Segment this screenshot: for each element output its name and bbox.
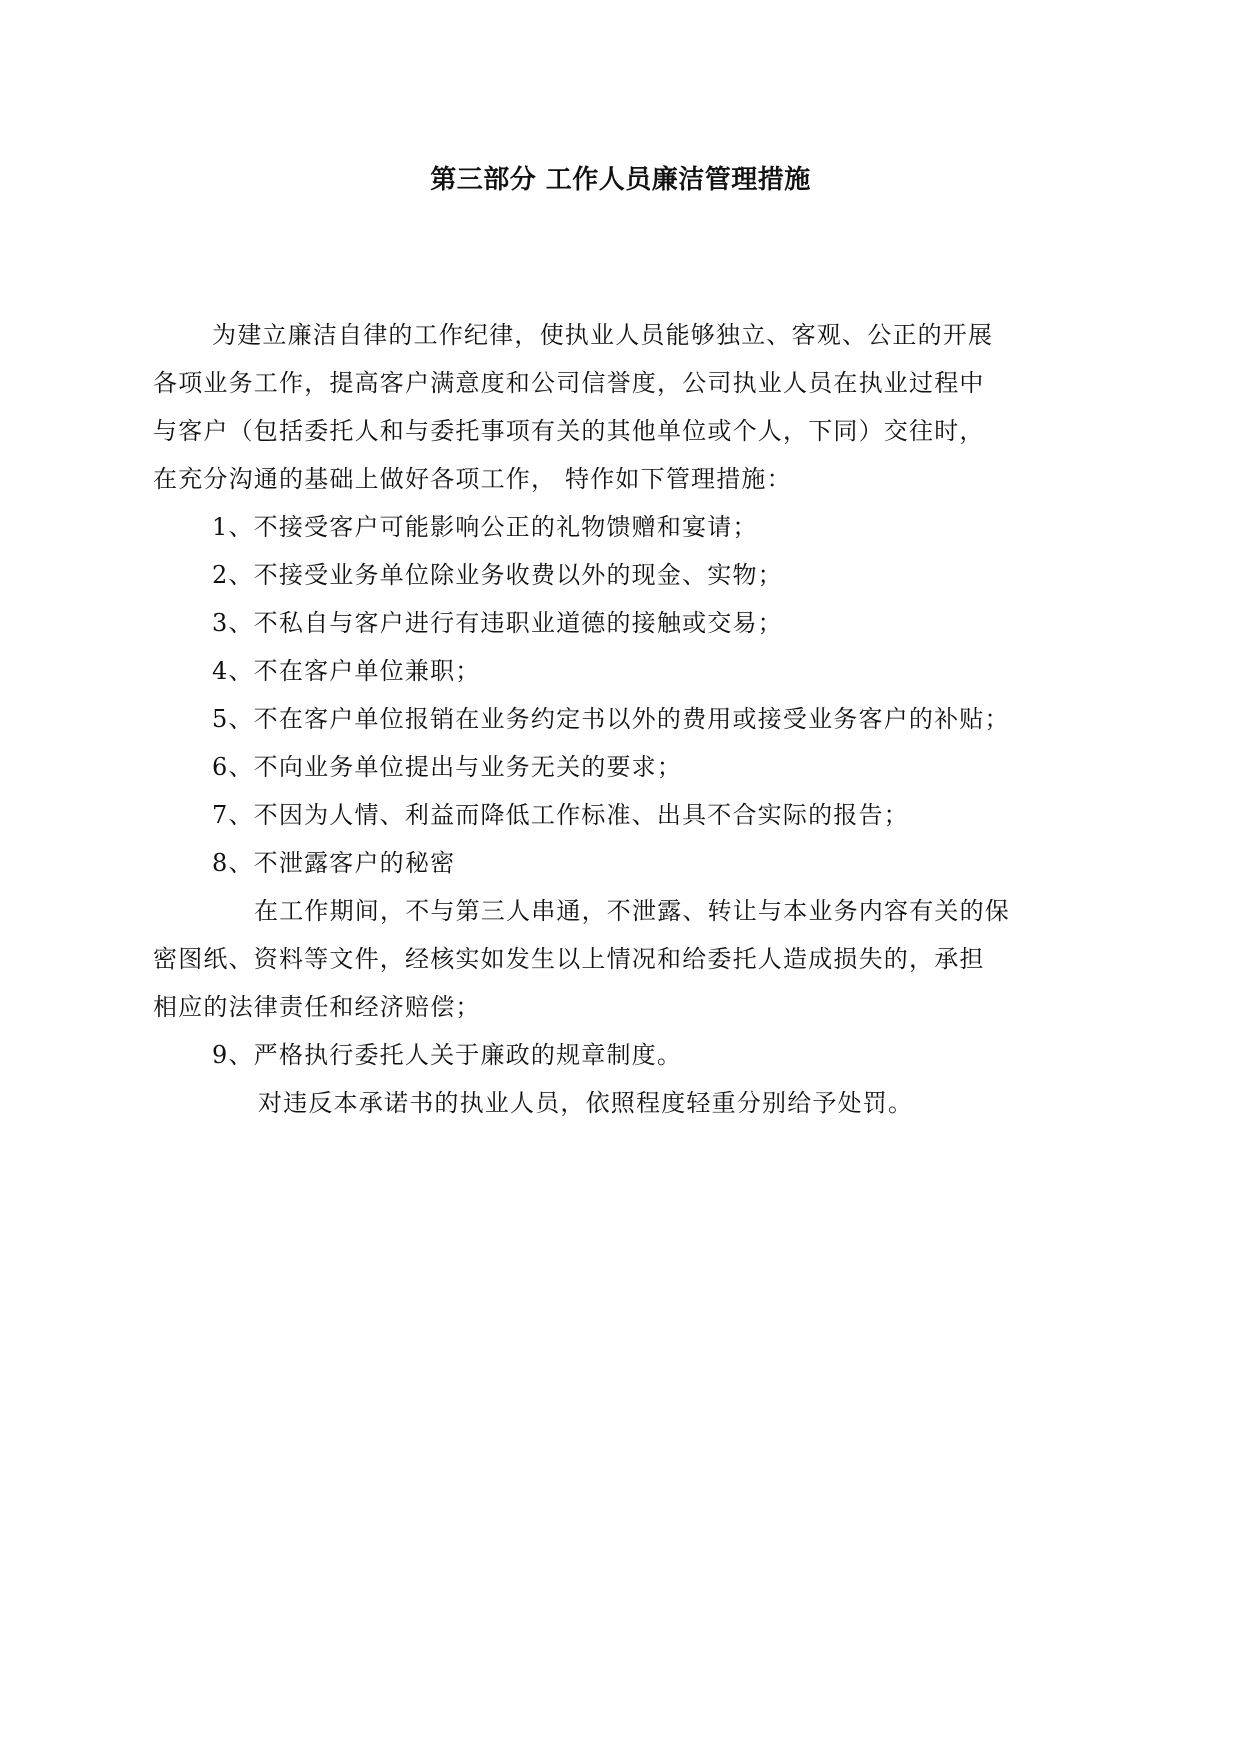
list-item: 8、不泄露客户的秘密 [212,849,456,877]
list-item: 2、不接受业务单位除业务收费以外的现金、实物； [212,561,783,589]
confidentiality-line: 密图纸、资料等文件，经核实如发生以上情况和给委托人造成损失的，承担 [153,945,985,973]
intro-paragraph [153,311,1113,503]
list-item: 4、不在客户单位兼职； [212,657,481,685]
confidentiality-line: 在工作期间，不与第三人串通，不泄露、转让与本业务内容有关的保 [254,897,1010,925]
list-item: 5、不在客户单位报销在业务约定书以外的费用或接受业务客户的补贴； [212,705,1010,733]
document-body [153,311,1113,1127]
intro-line: 各项业务工作，提高客户满意度和公司信誉度，公司执业人员在执业过程中 [153,369,985,397]
list-item: 9、严格执行委托人关于廉政的规章制度。 [212,1041,683,1069]
measures-list [153,503,1113,887]
closing-statement: 对违反本承诺书的执业人员，依照程度轻重分别给予处罚。 [258,1089,914,1117]
intro-line: 在充分沟通的基础上做好各项工作， 特作如下管理措施： [153,465,792,493]
list-item: 7、不因为人情、利益而降低工作标准、出具不合实际的报告； [212,801,909,829]
confidentiality-paragraph [153,887,1113,1031]
list-item: 1、不接受客户可能影响公正的礼物馈赠和宴请； [212,513,758,541]
list-item: 6、不向业务单位提出与业务无关的要求； [212,753,683,781]
confidentiality-line: 相应的法律责任和经济赔偿； [153,993,481,1021]
page-title: 第三部分 工作人员廉洁管理措施 [430,165,811,195]
intro-line: 与客户（包括委托人和与委托事项有关的其他单位或个人，下同）交往时， [153,417,985,445]
list-item: 3、不私自与客户进行有违职业道德的接触或交易； [212,609,783,637]
intro-line: 为建立廉洁自律的工作纪律，使执业人员能够独立、客观、公正的开展 [212,321,994,349]
